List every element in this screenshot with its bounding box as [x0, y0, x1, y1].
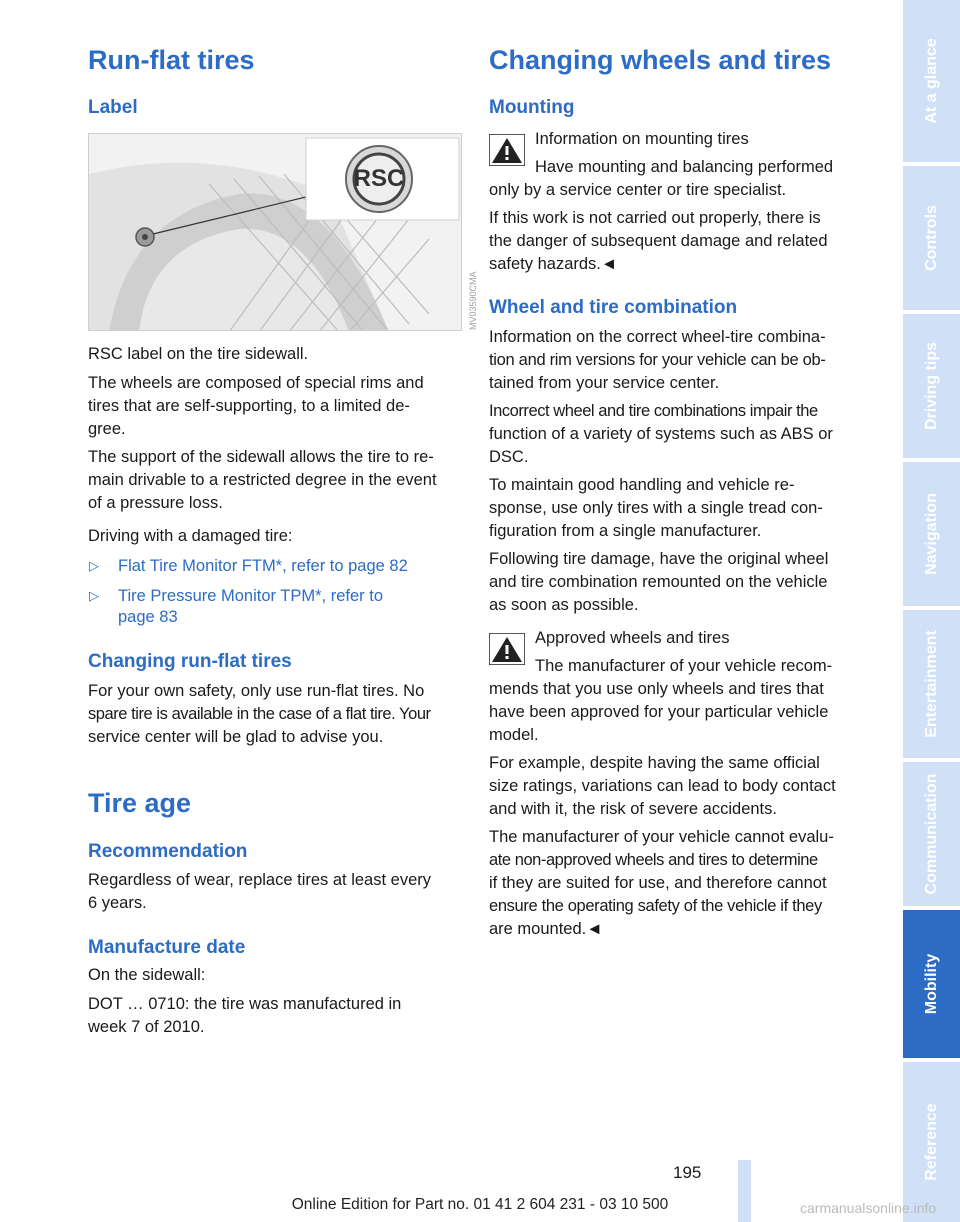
page-number: 195 — [673, 1163, 702, 1182]
mount-2: safety hazards.◄ — [489, 255, 618, 273]
combo2-1: function of a variety of systems such as ABS or — [489, 425, 833, 443]
driving-intro: Driving with a damaged tire: — [88, 527, 293, 545]
tab-controls[interactable] — [903, 166, 960, 310]
example-2: and with it, the risk of severe accidents. — [489, 800, 777, 818]
manufacture-sidewall: On the sidewall: — [88, 966, 206, 984]
bullet-icon: ▷ — [89, 588, 99, 603]
combo4-2: as soon as possible. — [489, 596, 639, 614]
recommendation-1: 6 years. — [88, 894, 147, 912]
tab-label: Entertainment — [922, 630, 940, 738]
section-title-tire-age: Tire age — [88, 788, 192, 818]
combo4-1: and tire combination remounted on the vehicle — [489, 573, 828, 591]
recommendation-0: Regardless of wear, replace tires at least every — [88, 871, 431, 889]
para-wheels-1: tires that are self-supporting, to a limited de- — [88, 397, 410, 415]
final-1: ate non-approved wheels and tires to determine — [489, 851, 818, 869]
footer-text: Online Edition for Part no. 01 41 2 604 231 - 03 10 500 — [291, 1196, 669, 1213]
link-tire-pressure-monitor-page[interactable]: page 83 — [118, 608, 178, 626]
mount-0: If this work is not carried out properly, there is — [489, 209, 821, 227]
heading-label: Label — [88, 97, 138, 118]
warn2-line2: mends that you use only wheels and tires that — [489, 680, 824, 698]
final-4: are mounted.◄ — [489, 920, 603, 938]
final-3: ensure the operating safety of the vehicle if they — [489, 897, 822, 915]
section-title-changing-wheels: Changing wheels and tires — [489, 45, 832, 75]
warn2-line4: model. — [489, 726, 539, 744]
tab-entertainment[interactable] — [903, 610, 960, 758]
final-2: if they are suited for use, and therefore cannot — [489, 874, 827, 892]
changing-0: For your own safety, only use run-flat tires. No — [88, 682, 425, 700]
warn2-line1: The manufacturer of your vehicle recom- — [535, 657, 833, 675]
warning-icon — [489, 134, 525, 166]
tab-label: Controls — [922, 205, 940, 271]
para-sidewall-0: The support of the sidewall allows the tire to re- — [88, 448, 434, 466]
example-1: size ratings, variations can lead to body contact — [489, 777, 836, 795]
heading-mounting: Mounting — [489, 97, 575, 118]
tire-illustration — [89, 134, 462, 331]
warn2-title: Approved wheels and tires — [535, 629, 730, 647]
tab-label: Mobility — [922, 953, 940, 1015]
para-sidewall-2: of a pressure loss. — [88, 494, 223, 512]
heading-manufacture-date: Manufacture date — [88, 937, 246, 958]
combo4-0: Following tire damage, have the original wheel — [489, 550, 829, 568]
tab-at-a-glance[interactable] — [903, 0, 960, 162]
tab-label: Communication — [922, 773, 940, 895]
watermark: carmanualsonline.info — [800, 1200, 937, 1216]
tab-communication[interactable] — [903, 762, 960, 906]
tab-label: At a glance — [922, 38, 940, 124]
combo3-0: To maintain good handling and vehicle re- — [489, 476, 795, 494]
link-tire-pressure-monitor[interactable]: Tire Pressure Monitor TPM*, refer to — [118, 587, 383, 605]
figure-code: MV03590CMA — [468, 271, 478, 330]
combo2-0: Incorrect wheel and tire combinations impair the — [489, 402, 818, 420]
rsc-badge-text: RSC — [353, 165, 405, 192]
para-wheels-0: The wheels are composed of special rims and — [88, 374, 424, 392]
manufacture-0: DOT … 0710: the tire was manufactured in — [88, 995, 402, 1013]
combo1-0: Information on the correct wheel-tire combina- — [489, 328, 826, 346]
section-title-run-flat: Run-flat tires — [88, 45, 255, 75]
bullet-icon: ▷ — [89, 558, 99, 573]
warning-icon — [489, 633, 525, 665]
link-flat-tire-monitor[interactable]: Flat Tire Monitor FTM*, refer to page 82 — [118, 557, 408, 575]
final-0: The manufacturer of your vehicle cannot evalu- — [489, 828, 834, 846]
combo3-1: sponse, use only tires with a single tread con- — [489, 499, 823, 517]
tab-label: Driving tips — [922, 341, 940, 431]
para-sidewall-1: main drivable to a restricted degree in the event — [88, 471, 437, 489]
heading-wheel-tire-combination: Wheel and tire combination — [489, 297, 738, 318]
combo1-1: tion and rim versions for your vehicle can be ob- — [489, 351, 826, 369]
para-wheels-2: gree. — [88, 420, 126, 438]
tire-figure — [88, 133, 462, 331]
manufacture-1: week 7 of 2010. — [88, 1018, 205, 1036]
changing-1: spare tire is available in the case of a flat tire. Your — [88, 705, 431, 723]
changing-2: service center will be glad to advise you. — [88, 728, 384, 746]
combo3-2: figuration from a single manufacturer. — [489, 522, 762, 540]
tab-driving-tips[interactable] — [903, 314, 960, 458]
warn1-line2: only by a service center or tire specialist. — [489, 181, 787, 199]
mount-1: the danger of subsequent damage and related — [489, 232, 828, 250]
example-0: For example, despite having the same official — [489, 754, 820, 772]
heading-changing-run-flat: Changing run-flat tires — [88, 651, 292, 672]
warn2-line3: have been approved for your particular vehicle — [489, 703, 829, 721]
heading-recommendation: Recommendation — [88, 841, 248, 862]
tab-label: Navigation — [922, 493, 940, 575]
warn1-title: Information on mounting tires — [535, 130, 749, 148]
tab-label: Reference — [922, 1103, 940, 1181]
tab-mobility[interactable] — [903, 910, 960, 1058]
combo2-2: DSC. — [489, 448, 529, 466]
figure-caption: RSC label on the tire sidewall. — [88, 345, 309, 363]
tab-navigation[interactable] — [903, 462, 960, 606]
combo1-2: tained from your service center. — [489, 374, 720, 392]
warn1-line1: Have mounting and balancing performed — [535, 158, 834, 176]
chapter-tabs — [903, 0, 960, 1222]
